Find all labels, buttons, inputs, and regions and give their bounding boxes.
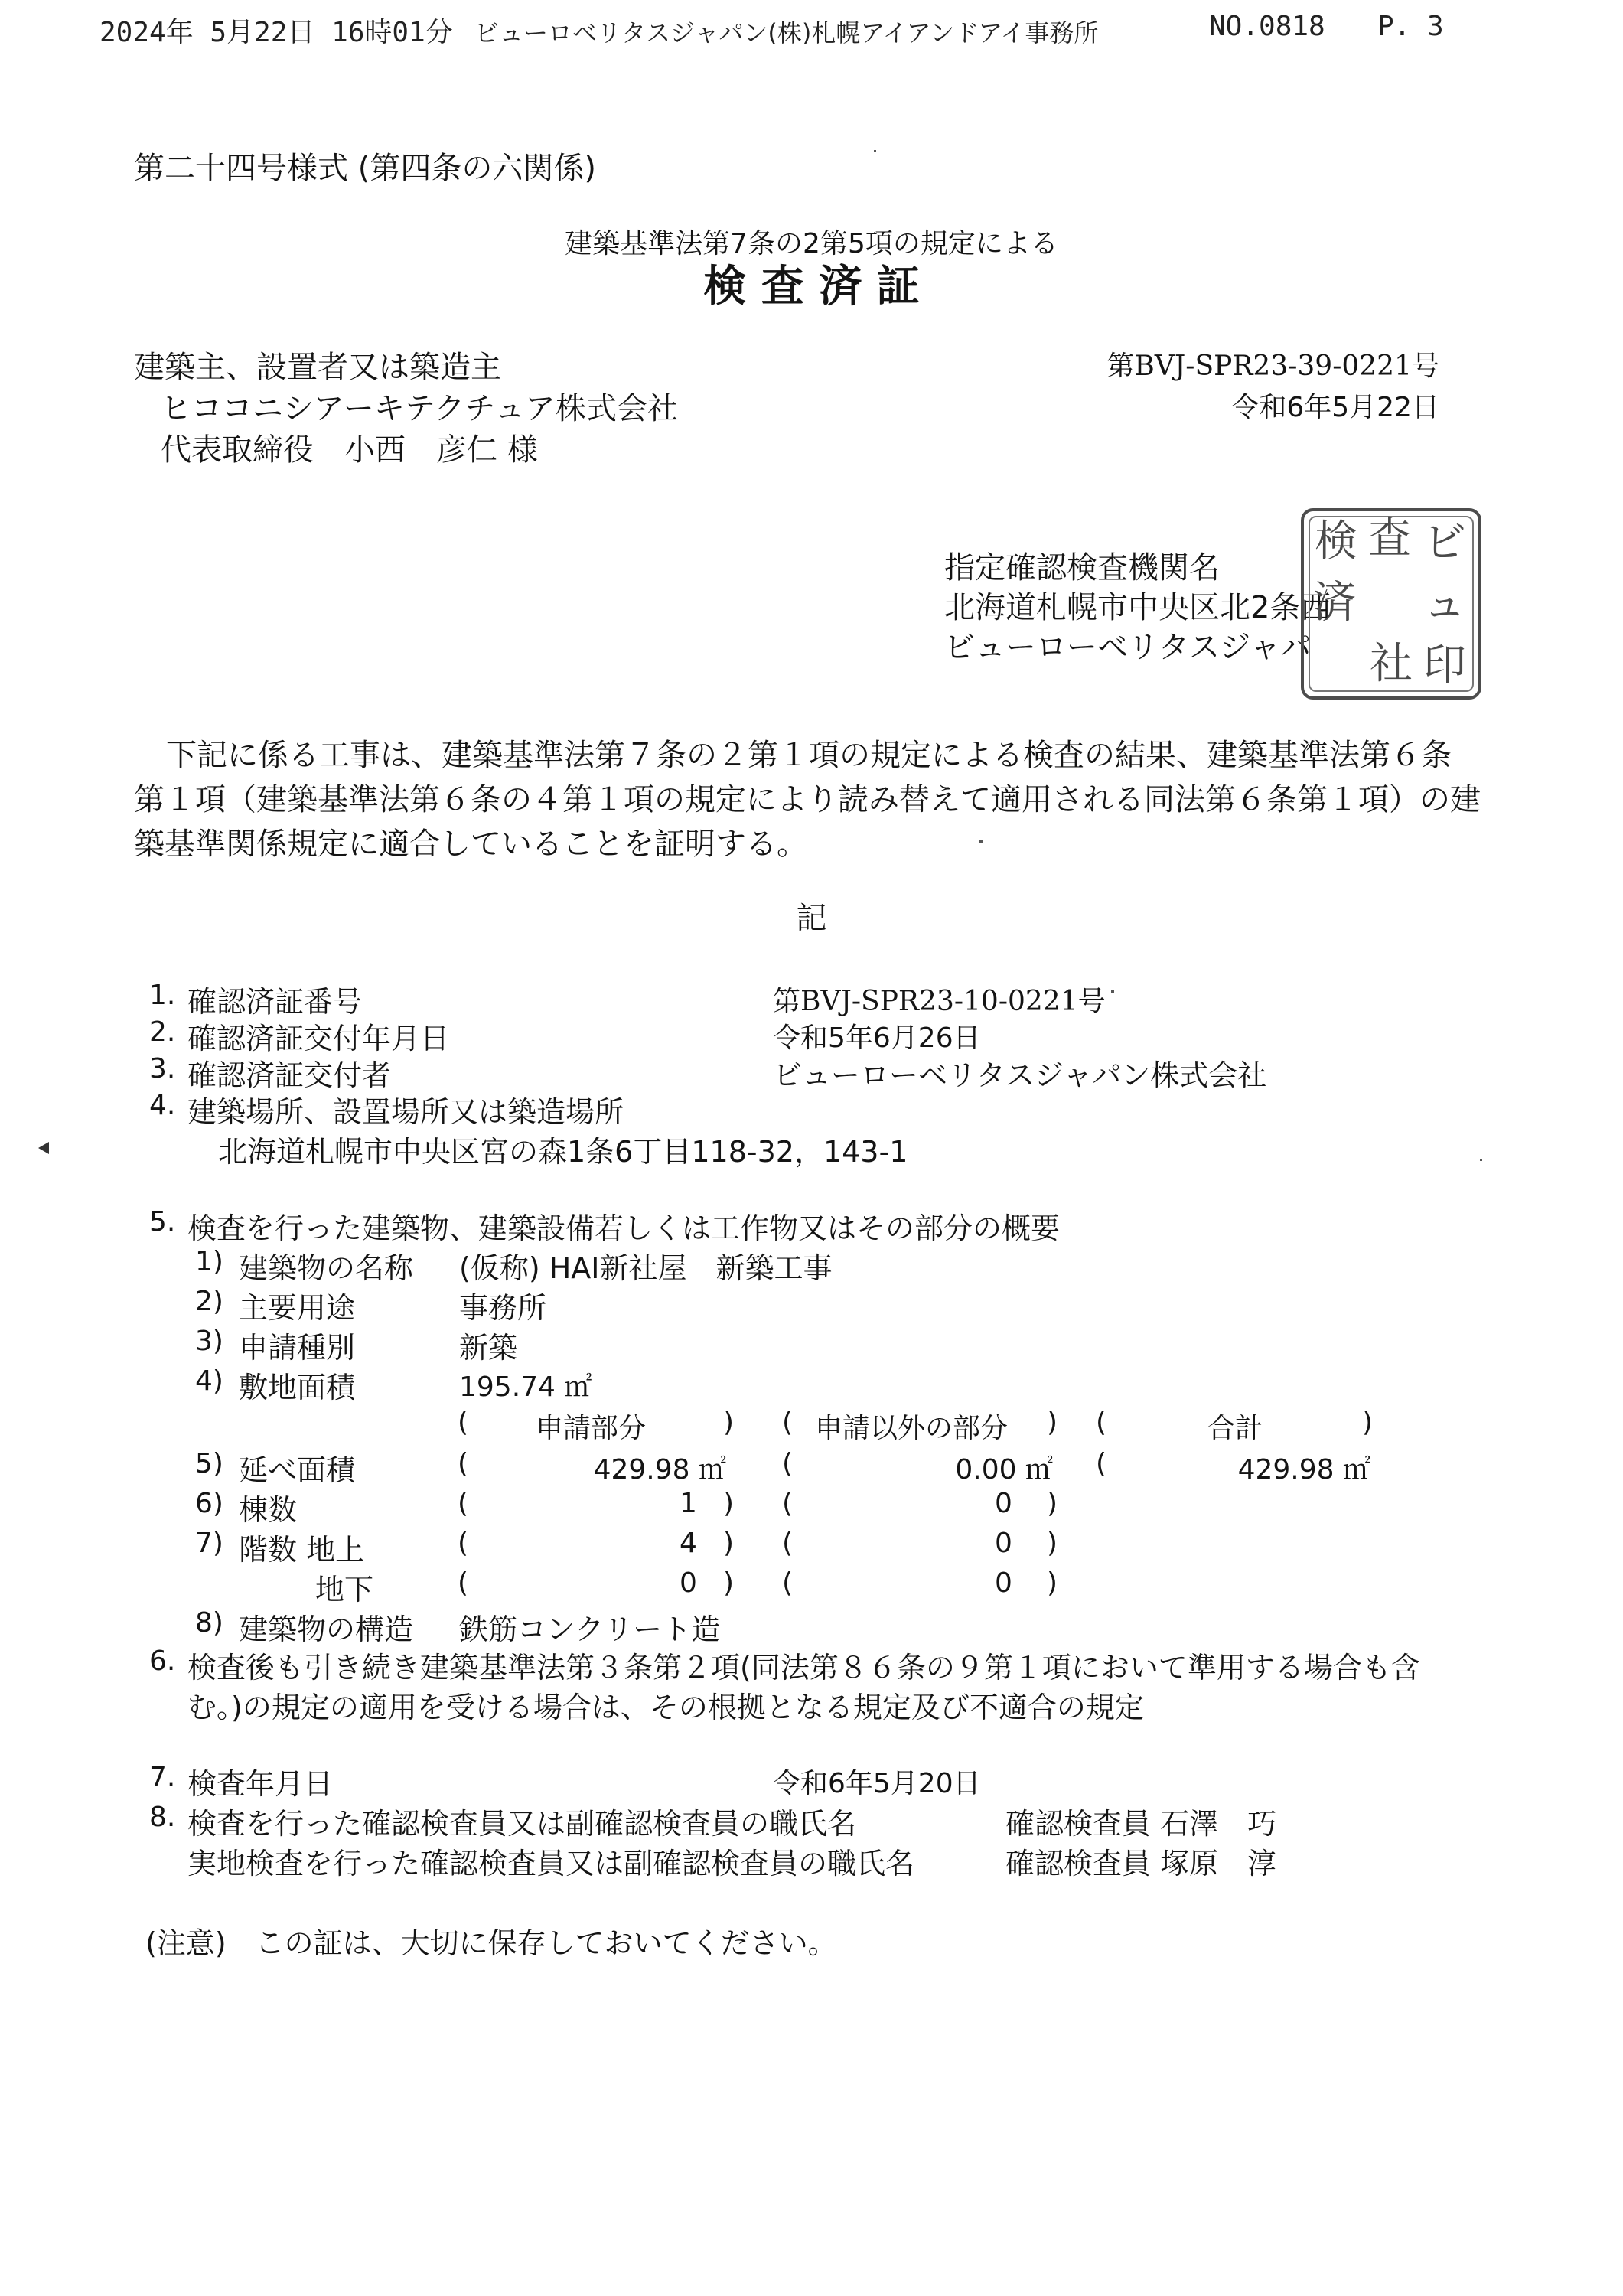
sub3-value: 新築 xyxy=(459,1331,518,1365)
sub4-label: 敷地面積 xyxy=(239,1371,356,1404)
paren-close: ) xyxy=(1047,1567,1058,1599)
owner-company: ヒココニシアーキテクチュア株式会社 xyxy=(161,391,678,426)
header-total: 合計 xyxy=(1207,1413,1263,1444)
paren-open: ( xyxy=(458,1488,469,1519)
paren-open: ( xyxy=(782,1448,794,1479)
item4-num: 4. xyxy=(149,1090,176,1121)
item8-value2: 確認検査員 塚原 淳 xyxy=(1005,1847,1277,1880)
header-applied: 申請部分 xyxy=(536,1413,647,1444)
sub8-label: 建築物の構造 xyxy=(239,1613,414,1646)
item3-num: 3. xyxy=(149,1053,176,1084)
sub5-num: 5) xyxy=(195,1448,223,1479)
paren-open: ( xyxy=(458,1448,469,1479)
paren-close: ) xyxy=(723,1567,735,1599)
paren-open: ( xyxy=(1096,1407,1107,1438)
item3-value: ビューローベリタスジャパン株式会社 xyxy=(773,1058,1267,1092)
fax-page: P. 3 xyxy=(1377,11,1444,42)
item7-num: 7. xyxy=(149,1762,176,1793)
item7-value: 令和6年5月20日 xyxy=(773,1768,981,1799)
sub3-label: 申請種別 xyxy=(239,1331,356,1365)
sub6-other: 0 xyxy=(995,1488,1012,1519)
fax-number: NO.0818 xyxy=(1209,11,1325,42)
header-other: 申請以外の部分 xyxy=(815,1413,1009,1444)
item2-value: 令和5年6月26日 xyxy=(773,1022,981,1054)
sub5-total: 429.98 ㎡ xyxy=(1237,1454,1370,1486)
paren-open: ( xyxy=(782,1567,794,1599)
agency-name: ビューローベリタスジャパ xyxy=(944,630,1312,665)
fax-sender: ビューロベリタスジャパン(株)札幌アイアンドアイ事務所 xyxy=(474,18,1099,47)
item7-label: 検査年月日 xyxy=(187,1767,334,1801)
owner-label: 建築主、設置者又は築造主 xyxy=(134,350,501,385)
paren-close: ) xyxy=(1047,1528,1058,1559)
sub7-applied: 4 xyxy=(680,1528,697,1559)
certificate-number: 第BVJ-SPR23-39-0221号 xyxy=(1106,351,1439,382)
law-reference: 建築基準法第7条の2第5項の規定による xyxy=(565,228,1058,259)
scan-speck xyxy=(979,840,983,843)
paren-open: ( xyxy=(1096,1448,1107,1479)
item5-label: 検査を行った建築物、建築設備若しくは工作物又はその部分の概要 xyxy=(187,1212,1061,1245)
item4-label: 建築場所、設置場所又は築造場所 xyxy=(187,1095,624,1129)
item6-line1: 検査後も引き続き建築基準法第３条第２項(同法第８６条の９第１項において準用する場合も含 xyxy=(187,1651,1420,1684)
paren-open: ( xyxy=(782,1488,794,1519)
fax-datetime: 2024年 5月22日 16時01分 xyxy=(99,17,453,48)
agency-address: 北海道札幌市中央区北2条西 xyxy=(944,590,1331,625)
paren-close: ) xyxy=(1362,1407,1374,1438)
sub1-label: 建築物の名称 xyxy=(239,1251,414,1285)
paren-close: ) xyxy=(723,1488,735,1519)
paren-close: ) xyxy=(723,1528,735,1559)
sub7-num: 7) xyxy=(195,1528,223,1559)
sub8-num: 8) xyxy=(195,1607,223,1639)
sub2-label: 主要用途 xyxy=(239,1291,356,1325)
sub3-num: 3) xyxy=(195,1326,223,1357)
item1-num: 1. xyxy=(149,980,176,1011)
sub7b-label: 地下 xyxy=(315,1573,374,1606)
scan-speck xyxy=(1111,990,1114,993)
sub6-label: 棟数 xyxy=(239,1493,298,1527)
sub5-applied: 429.98 ㎡ xyxy=(593,1454,726,1486)
item8-num: 8. xyxy=(149,1802,176,1833)
note: (注意) この証は、大切に保存しておいてください。 xyxy=(145,1926,837,1960)
document-title: 検 査 済 証 xyxy=(703,261,920,311)
sub5-other: 0.00 ㎡ xyxy=(955,1454,1053,1486)
paren-open: ( xyxy=(458,1407,469,1438)
sub7b-other: 0 xyxy=(995,1567,1012,1599)
sub1-value: (仮称) HAI新社屋 新築工事 xyxy=(459,1251,833,1285)
sub7-label: 階数 地上 xyxy=(239,1533,365,1567)
scan-speck xyxy=(874,150,876,152)
item6-line2: む。)の規定の適用を受ける場合は、その根拠となる規定及び不適合の規定 xyxy=(187,1691,1144,1724)
sub7-other: 0 xyxy=(995,1528,1012,1559)
form-style-label: 第二十四号様式 (第四条の六関係) xyxy=(134,151,596,186)
paren-close: ) xyxy=(723,1407,735,1438)
sub1-num: 1) xyxy=(195,1246,223,1277)
sub4-value: 195.74 ㎡ xyxy=(459,1371,592,1403)
scan-mark-arrow xyxy=(38,1142,49,1154)
item2-label: 確認済証交付年月日 xyxy=(187,1022,450,1055)
certification-statement: 下記に係る工事は、建築基準法第７条の２第１項の規定による検査の結果、建築基準法第６条第１項（建築基準法第６条の４第１項の規定により読み替えて適用される同法第６条第１項）の建築基準関係規定に適合していることを証明する。 xyxy=(134,738,1481,862)
item8-value: 確認検査員 石澤 巧 xyxy=(1005,1807,1277,1841)
sub5-label: 延べ面積 xyxy=(239,1453,356,1487)
paren-close: ) xyxy=(1047,1488,1058,1519)
item5-num: 5. xyxy=(149,1206,176,1238)
sub7b-applied: 0 xyxy=(680,1567,697,1599)
item3-label: 確認済証交付者 xyxy=(187,1058,392,1092)
sub6-applied: 1 xyxy=(680,1488,697,1519)
item1-value: 第BVJ-SPR23-10-0221号 xyxy=(773,986,1106,1017)
owner-representative: 代表取締役 小西 彦仁 様 xyxy=(161,432,538,468)
sub8-value: 鉄筋コンクリート造 xyxy=(459,1613,721,1646)
ki-label: 記 xyxy=(796,901,827,936)
paren-open: ( xyxy=(458,1567,469,1599)
paren-close: ) xyxy=(1047,1407,1058,1438)
scan-speck xyxy=(1480,1159,1482,1161)
item2-num: 2. xyxy=(149,1016,176,1048)
item6-num: 6. xyxy=(149,1645,176,1677)
paren-open: ( xyxy=(782,1407,794,1438)
sub2-value: 事務所 xyxy=(459,1291,547,1325)
item8-label2: 実地検査を行った確認検査員又は副確認検査員の職氏名 xyxy=(187,1847,915,1880)
sub2-num: 2) xyxy=(195,1286,223,1317)
paren-open: ( xyxy=(458,1528,469,1559)
sub4-num: 4) xyxy=(195,1365,223,1397)
item4-value: 北海道札幌市中央区宮の森1条6丁目118-32，143-1 xyxy=(218,1135,908,1169)
item8-label: 検査を行った確認検査員又は副確認検査員の職氏名 xyxy=(187,1807,857,1841)
certificate-date: 令和6年5月22日 xyxy=(1231,392,1439,423)
official-seal: 検 査 ビ 済 ュ 社 印 xyxy=(1301,508,1481,700)
paren-open: ( xyxy=(782,1528,794,1559)
agency-label: 指定確認検査機関名 xyxy=(944,550,1220,585)
sub6-num: 6) xyxy=(195,1488,223,1519)
item1-label: 確認済証番号 xyxy=(187,985,363,1019)
